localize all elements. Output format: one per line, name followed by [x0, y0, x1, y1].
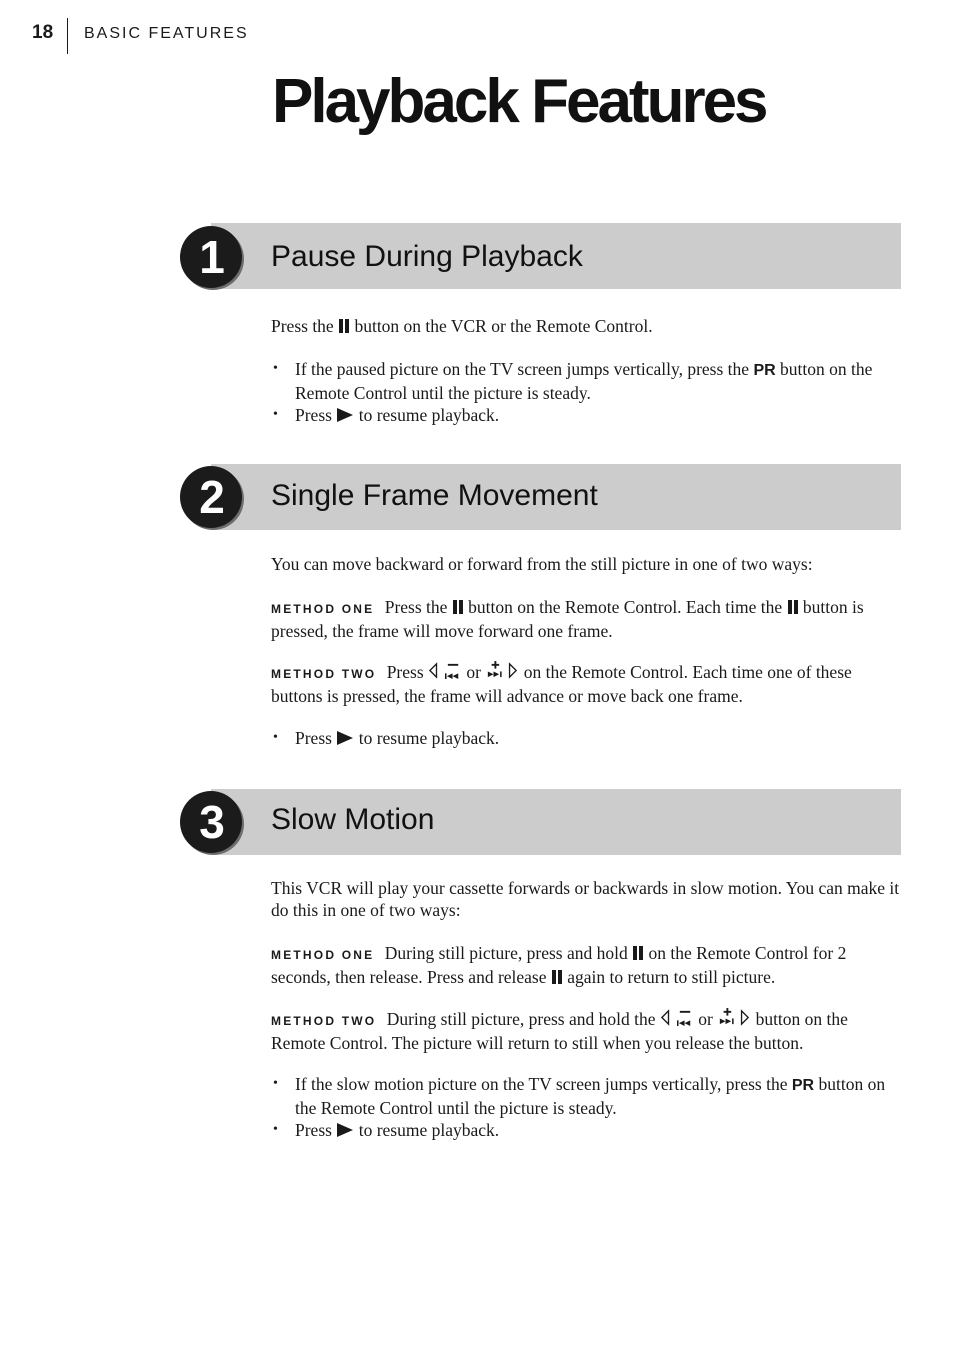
- section-2-number: 2: [180, 466, 242, 528]
- section-3-intro: This VCR will play your cassette forwards or backwards in slow motion. You can make it do this in one of two ways:: [271, 878, 900, 920]
- pause-icon: [452, 599, 464, 615]
- section-2-method-one: [271, 596, 903, 642]
- list-item: • Press to resume playback.: [273, 728, 500, 748]
- frame-back-icon: [660, 1008, 694, 1027]
- text-span: button on the Remote Control until the picture is steady.: [295, 359, 873, 403]
- text-span: Press: [386, 662, 424, 682]
- section-1-number: 1: [180, 226, 242, 288]
- text-span: During still picture, press and hold: [384, 943, 628, 963]
- text-span: Press: [295, 728, 332, 748]
- text-span: If the paused picture on the TV screen jumps vertically, press the: [295, 359, 750, 379]
- method-label: METHOD TWO: [271, 667, 377, 681]
- text-span: Press: [295, 1120, 332, 1140]
- text-span: button on the Remote Control. The picture will return to still when you release the button.: [271, 1009, 848, 1053]
- text-span: button on the VCR or the Remote Control.: [354, 316, 653, 336]
- section-1-intro: [271, 315, 903, 337]
- frame-forward-icon: [485, 661, 519, 680]
- text-span: button is pressed, the frame will move forward one frame.: [271, 597, 864, 641]
- play-icon: [336, 1122, 354, 1138]
- list-item: • Press to resume playback.: [273, 1120, 500, 1140]
- section-2-heading: Single Frame Movement: [271, 479, 598, 512]
- text-span: If the slow motion picture on the TV screen jumps vertically, press the: [295, 1074, 788, 1094]
- text-span: button on the Remote Control. Each time the: [468, 597, 783, 617]
- section-3-number: 3: [180, 791, 242, 853]
- text-span: button on the Remote Control until the picture is steady.: [295, 1074, 886, 1118]
- section-3-method-one: [271, 942, 903, 988]
- pr-key-label: PR: [753, 362, 776, 379]
- pause-icon: [632, 945, 644, 961]
- list-item: • If the slow motion picture on the TV screen jumps vertically, press the PR button on the Remote Control until the picture is steady.: [273, 1074, 886, 1118]
- text-span: on the Remote Control. Each time one of these buttons is pressed, the frame will advance or move back one frame.: [271, 662, 852, 706]
- method-label: METHOD TWO: [271, 1014, 377, 1028]
- text-span: Press: [295, 405, 332, 425]
- section-2-method-two: [271, 661, 903, 707]
- section-1-bullets: [271, 358, 903, 426]
- text-span: to resume playback.: [358, 1120, 500, 1140]
- section-1-heading: Pause During Playback: [271, 240, 583, 273]
- list-item: • Press to resume playback.: [273, 405, 500, 425]
- section-3-heading: Slow Motion: [271, 803, 435, 836]
- page-header: [0, 18, 400, 54]
- running-title: BASIC FEATURES: [84, 25, 249, 42]
- play-icon: [336, 730, 354, 746]
- method-label: METHOD ONE: [271, 948, 375, 962]
- pr-key-label: PR: [791, 1077, 815, 1094]
- section-2-intro: You can move backward or forward from the still picture in one of two ways:: [271, 554, 813, 574]
- section-2-bullets: [271, 727, 903, 749]
- frame-back-icon: [428, 661, 462, 680]
- section-3-bullets: [271, 1073, 903, 1141]
- section-3-method-two: [271, 1008, 903, 1054]
- text-span: or: [698, 1009, 713, 1029]
- text-span: or: [466, 662, 481, 682]
- pause-icon: [338, 318, 350, 334]
- text-span: on the Remote Control for 2 seconds, then release. Press and release: [271, 943, 847, 987]
- list-item: • If the paused picture on the TV screen jumps vertically, press the PR button on the Remote Control until the picture is steady.: [273, 359, 873, 403]
- text-span: Press the: [384, 597, 448, 617]
- text-span: to resume playback.: [358, 405, 500, 425]
- method-label: METHOD ONE: [271, 602, 375, 616]
- text-span: During still picture, press and hold the: [386, 1009, 656, 1029]
- play-icon: [336, 407, 354, 423]
- page-number: 18: [32, 22, 54, 43]
- header-divider: [67, 18, 68, 54]
- text-span: again to return to still picture.: [567, 967, 776, 987]
- page-title: Playback Features: [272, 67, 766, 136]
- pause-icon: [787, 599, 799, 615]
- text-span: to resume playback.: [358, 728, 500, 748]
- frame-forward-icon: [717, 1008, 751, 1027]
- pause-icon: [551, 969, 563, 985]
- text-span: Press the: [271, 316, 334, 336]
